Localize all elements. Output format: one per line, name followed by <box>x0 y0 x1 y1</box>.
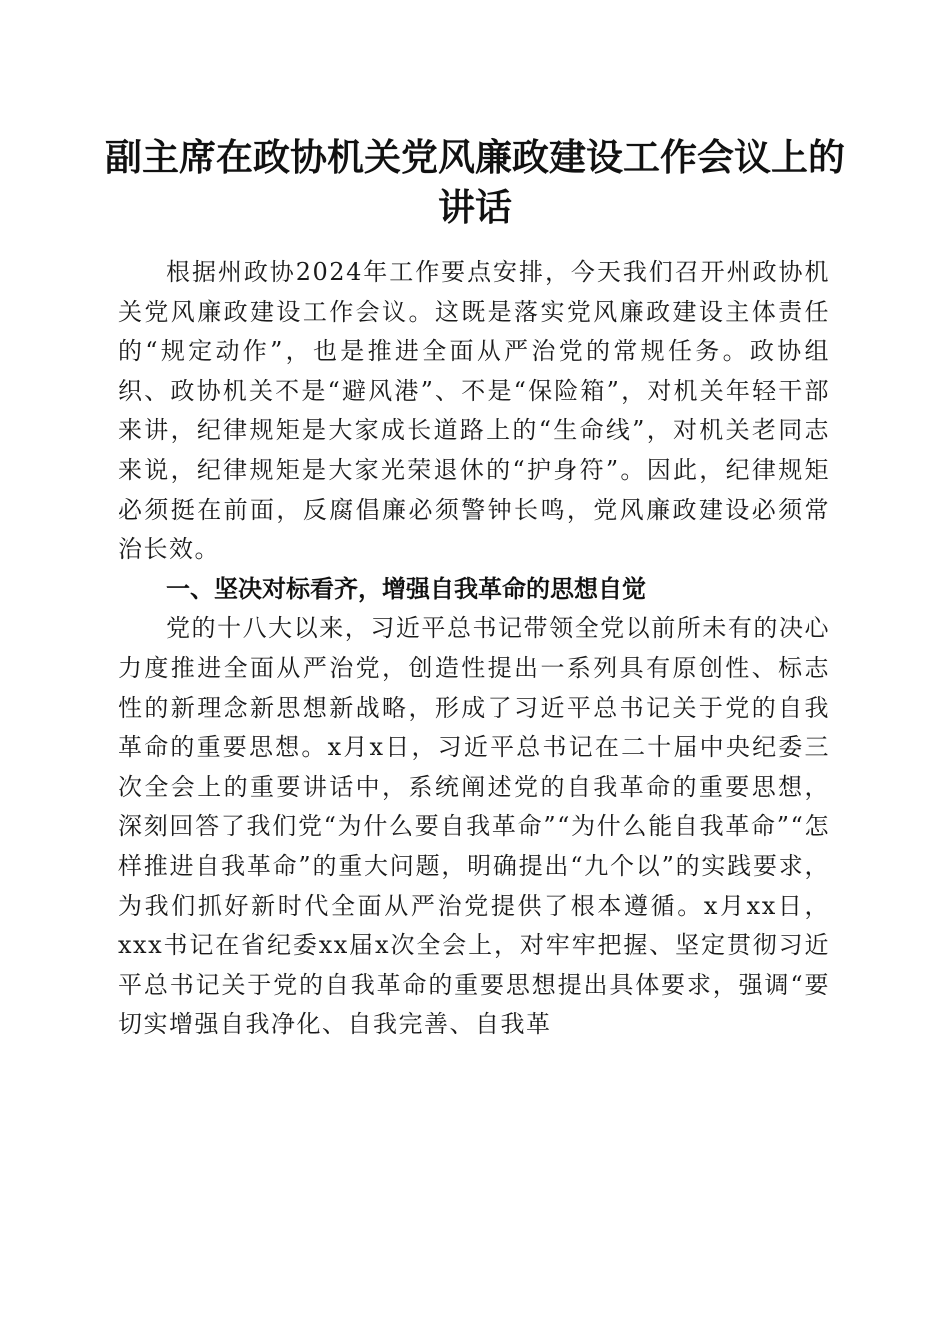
title-line-1: 副主席在政协机关党风廉政建设工作会议上的 <box>105 135 845 179</box>
title-line-2: 讲话 <box>438 185 512 229</box>
intro-paragraph: 根据州政协2024年工作要点安排，今天我们召开州政协机关党风廉政建设工作会议。这既是落实党风廉政建设主体责任的“规定动作”，也是推进全面从严治党的常规任务。政协组织、政协机关不是“避风港”、不是“保险箱”，对机关年轻干部来讲，纪律规矩是大家成长道路上的“生命线”，对机关老同志来说，纪律规矩是大家光荣退休的“护身符”。因此，纪律规矩必须挺在前面，反腐倡廉必须警钟长鸣，党风廉政建设必须常治长效。 <box>118 258 830 564</box>
document-title <box>100 132 850 232</box>
section-heading-1: 一、坚决对标看齐，增强自我革命的思想自觉 <box>166 574 646 603</box>
document-body <box>118 253 830 1045</box>
section-1-paragraph: 党的十八大以来，习近平总书记带领全党以前所未有的决心力度推进全面从严治党，创造性提出一系列具有原创性、标志性的新理念新思想新战略，形成了习近平总书记关于党的自我革命的重要思想。x月x日，习近平总书记在二十届中央纪委三次全会上的重要讲话中，系统阐述党的自我革命的重要思想，深刻回答了我们党“为什么要自我革命”“为什么能自我革命”“怎样推进自我革命”的重大问题，明确提出“九个以”的实践要求，为我们抓好新时代全面从严治党提供了根本遵循。x月xx日，xxx书记在省纪委xx届x次全会上，对牢牢把握、坚定贯彻习近平总书记关于党的自我革命的重要思想提出具体要求，强调“要切实增强自我净化、自我完善、自我革 <box>118 614 830 1039</box>
